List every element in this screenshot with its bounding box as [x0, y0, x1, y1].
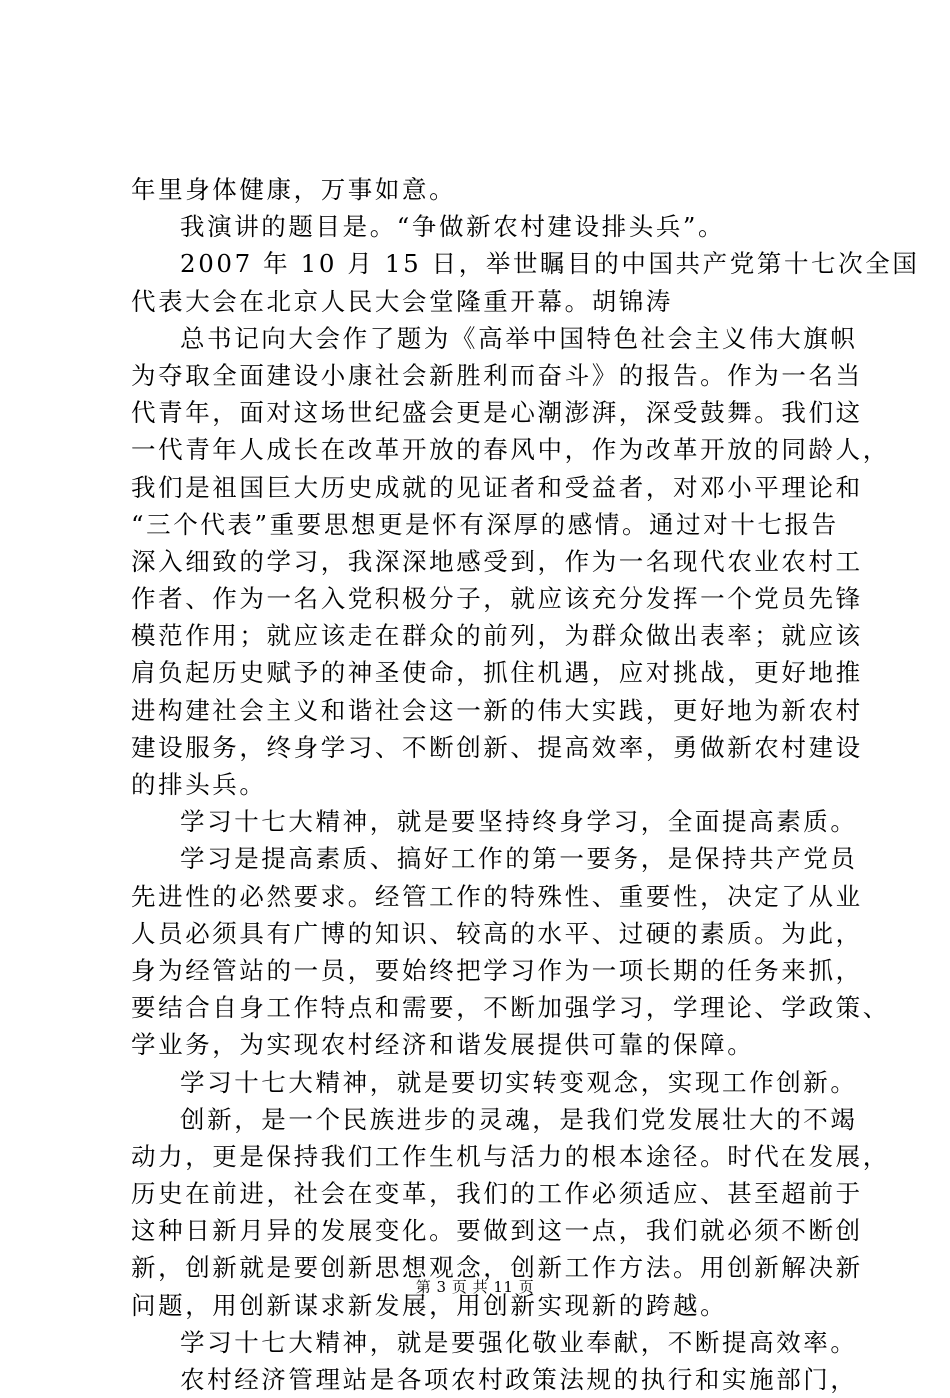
text-line: 动力，更是保持我们工作生机与活力的根本途径。时代在发展， — [131, 1141, 890, 1171]
text-line: “三个代表”重要思想更是怀有深厚的感情。通过对十七报告 — [131, 509, 839, 539]
text-line: 农村经济管理站是各项农村政策法规的执行和实施部门， — [180, 1365, 858, 1394]
text-line: 代青年，面对这场世纪盛会更是心潮澎湃，深受鼓舞。我们这 — [131, 398, 863, 428]
text-line: 总书记向大会作了题为《高举中国特色社会主义伟大旗帜 — [180, 323, 858, 353]
text-line: 人员必须具有广博的知识、较高的水平、过硬的素质。为此， — [131, 918, 863, 948]
text-line: 创新，是一个民族进步的灵魂，是我们党发展壮大的不竭 — [180, 1104, 858, 1134]
text-line: 历史在前进，社会在变革，我们的工作必须适应、甚至超前于 — [131, 1179, 863, 1209]
text-line: 新，创新就是要创新思想观念，创新工作方法。用创新解决新 — [131, 1253, 863, 1283]
text-line: 问题，用创新谋求新发展，用创新实现新的跨越。 — [131, 1290, 728, 1320]
text-line: 为夺取全面建设小康社会新胜利而奋斗》的报告。作为一名当 — [131, 360, 863, 390]
section-heading: 学习十七大精神，就是要坚持终身学习，全面提高素质。 — [180, 807, 858, 837]
text-line: 2007 年 10 月 15 日，举世瞩目的中国共产党第十七次全国 — [180, 249, 920, 279]
text-line: 进构建社会主义和谐社会这一新的伟大实践，更好地为新农村 — [131, 695, 863, 725]
page-footer — [0, 1276, 950, 1297]
text-line: 一代青年人成长在改革开放的春风中，作为改革开放的同龄人， — [131, 435, 890, 465]
text-line: 先进性的必然要求。经管工作的特殊性、重要性，决定了从业 — [131, 881, 863, 911]
text-line: 的排头兵。 — [131, 770, 267, 799]
text-line: 建设服务，终身学习、不断创新、提高效率，勇做新农村建设 — [131, 732, 863, 762]
text-line: 这种日新月异的发展变化。要做到这一点，我们就必须不断创 — [131, 1216, 863, 1246]
text-line: 肩负起历史赋予的神圣使命，抓住机遇，应对挑战，更好地推 — [131, 658, 863, 688]
text-line: 年里身体健康，万事如意。 — [131, 175, 457, 204]
section-heading: 学习十七大精神，就是要强化敬业奉献，不断提高效率。 — [180, 1327, 858, 1357]
text-line: 我演讲的题目是。“争做新农村建设排头兵”。 — [180, 212, 726, 242]
text-line: 要结合自身工作特点和需要，不断加强学习，学理论、学政策、 — [131, 993, 890, 1023]
page-number-label: 第 3 页 共 11 页 — [415, 1278, 535, 1296]
text-line: 学习是提高素质、搞好工作的第一要务，是保持共产党员 — [180, 844, 858, 874]
text-line: 模范作用；就应该走在群众的前列，为群众做出表率；就应该 — [131, 621, 863, 651]
text-line: 代表大会在北京人民大会堂隆重开幕。胡锦涛 — [131, 286, 673, 316]
text-line: 作者、作为一名入党积极分子，就应该充分发挥一个党员先锋 — [131, 584, 863, 614]
section-heading: 学习十七大精神，就是要切实转变观念，实现工作创新。 — [180, 1067, 858, 1097]
text-line: 深入细致的学习，我深深地感受到，作为一名现代农业农村工 — [131, 546, 863, 576]
text-line: 身为经管站的一员，要始终把学习作为一项长期的任务来抓， — [131, 955, 863, 985]
document-body — [131, 171, 920, 1398]
text-line: 学业务，为实现农村经济和谐发展提供可靠的保障。 — [131, 1030, 755, 1060]
text-line: 我们是祖国巨大历史成就的见证者和受益者，对邓小平理论和 — [131, 472, 863, 502]
